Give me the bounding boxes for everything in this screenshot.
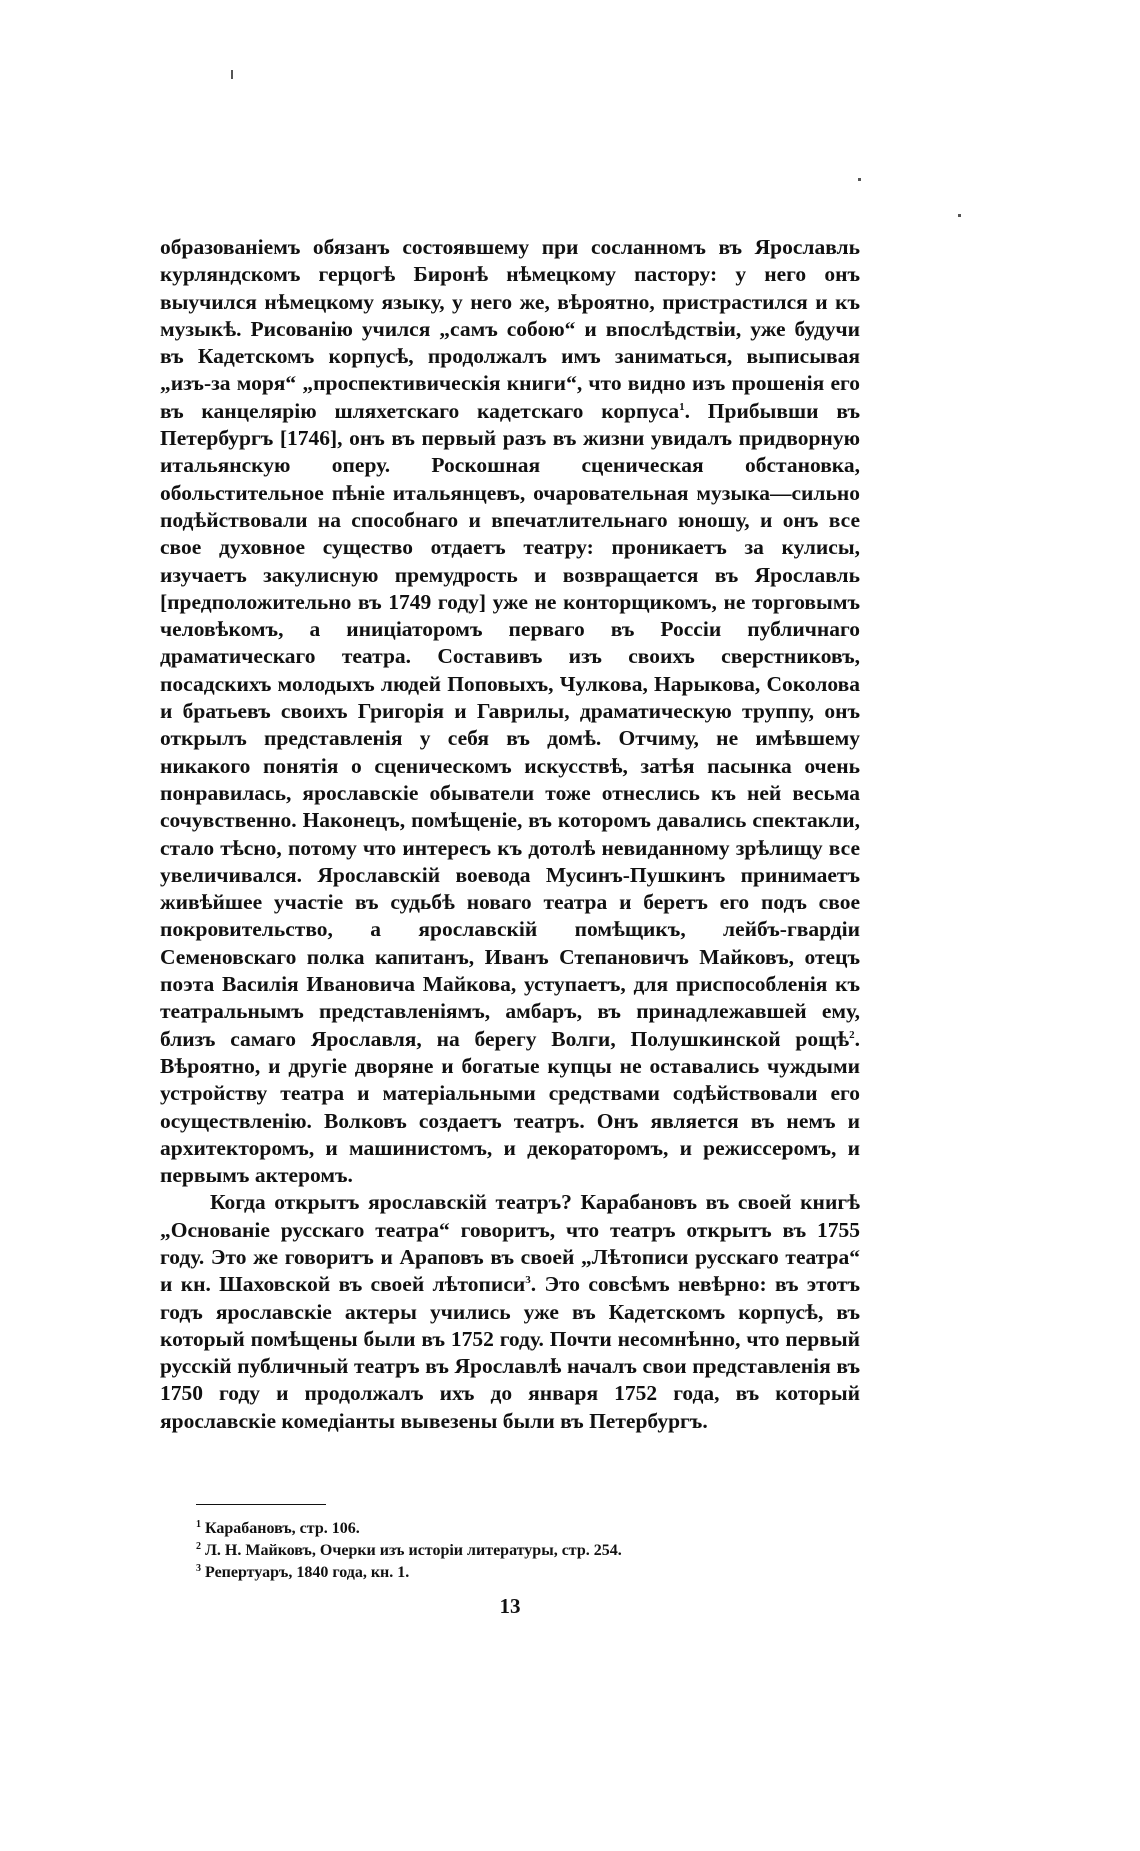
- paragraph-1-segment-2: . Прибывши въ Петербургъ [1746], онъ въ первый разъ въ жизни увидалъ придворную итальянскую оперу. Роскошная сценическая обстановка, обольстительное пѣніе итальянцевъ, очаровательная музыка—сильно подѣйствовали на способнаго и впечатлительнаго юношу, и онъ все свое духовное существо отдаетъ театру: проникаетъ за кулисы, изучаетъ закулисную премудрость и возвращается въ Ярославль [предположительно въ 1749 году] уже не конторщикомъ, не торговымъ человѣкомъ, а иниціаторомъ перваго въ Россіи публичнаго драматическаго театра. Составивъ изъ своихъ сверстниковъ, посадскихъ молодыхъ людей Поповыхъ, Чулкова, Нарыкова, Соколова и братьевъ своихъ Григорія и Гаврилы, драматическую труппу, онъ открылъ представленія у себя въ домѣ. Отчиму, не имѣвшему никакого понятія о сценическомъ искусствѣ, затѣя пасынка очень понравилась, ярославскіе обыватели тоже отнеслись къ ней весьма сочувственно. Наконецъ, помѣщеніе, въ которомъ давались спектакли, стало тѣсно, потому что интересъ къ дотолѣ невиданному зрѣлищу все увеличивался. Ярославскій воевода Мусинъ-Пушкинъ принимаетъ живѣйшее участіе въ судьбѣ новаго театра и беретъ его подъ свое покровительство, а ярославскій помѣщикъ, лейбъ-гвардіи Семеновскаго полка капитанъ, Иванъ Степановичъ Майковъ, отецъ поэта Василія Ивановича Майкова, уступаетъ, для приспособленія къ театральнымъ представленіямъ, амбаръ, въ принадлежавшей ему, близъ самаго Ярославля, на берегу Волги, Полушкинской рощѣ: [160, 398, 860, 1051]
- paragraph-2-segment-2: . Это совсѣмъ невѣрно: въ этотъ годъ ярославскіе актеры учились уже въ Кадетскомъ корпусѣ, въ который помѣщены были въ 1752 году. Почти несомнѣнно, что первый русскій публичный театръ въ Ярославлѣ началъ свои представленія въ 1750 году и продолжалъ ихъ до января 1752 года, въ который ярославскіе комедіанты вывезены были въ Петербургъ.: [160, 1272, 860, 1433]
- scan-speck: [958, 214, 961, 217]
- footnote-ref-1: 1: [679, 400, 685, 413]
- footnote-mark: 2: [196, 1540, 201, 1552]
- footnote-text: Л. Н. Майковъ, Очерки изъ исторіи литературы, стр. 254.: [205, 1542, 622, 1559]
- scan-speck: [231, 70, 233, 79]
- footnotes: [196, 1518, 816, 1584]
- footnote-3: [196, 1562, 816, 1584]
- footnote-ref-3: 3: [525, 1274, 531, 1287]
- footnote-divider: [196, 1504, 326, 1505]
- footnote-ref-2: 2: [849, 1028, 855, 1041]
- footnote-text: Репертуаръ, 1840 года, кн. 1.: [205, 1564, 410, 1581]
- paragraph-2: [160, 1189, 860, 1435]
- scan-speck: [858, 178, 861, 181]
- paragraph-1-segment-1: образованіемъ обязанъ состоявшему при сосланномъ въ Ярославль курляндскомъ герцогѣ Биронѣ нѣмецкому пастору: у него онъ выучился нѣмецкому языку, у него же, вѣроятно, пристрастился и къ музыкѣ. Рисованію учился „самъ собою“ и впослѣдствіи, уже будучи въ Кадетскомъ корпусѣ, продолжалъ имъ заниматься, выписывая „изъ-за моря“ „проспективическія книги“, что видно изъ прошенія его въ канцелярію шляхетскаго кадетскаго корпуса: [160, 235, 860, 423]
- paragraph-1: [160, 234, 860, 1189]
- page-number: 13: [499, 1594, 521, 1618]
- footnote-text: Карабановъ, стр. 106.: [205, 1520, 360, 1537]
- footnote-mark: 1: [196, 1518, 201, 1530]
- footnote-1: [196, 1518, 816, 1540]
- paragraph-2-segment-1: Когда открытъ ярославскій театръ? Карабановъ въ своей книгѣ „Основаніе русскаго театра“ говоритъ, что театръ открытъ въ 1755 году. Это же говоритъ и Араповъ въ своей „Лѣтописи русскаго театра“ и кн. Шаховской въ своей лѣтописи: [160, 1190, 860, 1297]
- main-text: [160, 234, 860, 1435]
- footnote-2: [196, 1540, 816, 1562]
- footnote-mark: 3: [196, 1562, 201, 1574]
- paragraph-1-segment-3: . Вѣроятно, и другіе дворяне и богатые купцы не оставались чуждыми устройству театра и матеріальными средствами содѣйствовали его осуществленію. Волковъ создаетъ театръ. Онъ является въ немъ и архитекторомъ, и машинистомъ, и декораторомъ, и режиссеромъ, и первымъ актеромъ.: [160, 1026, 860, 1188]
